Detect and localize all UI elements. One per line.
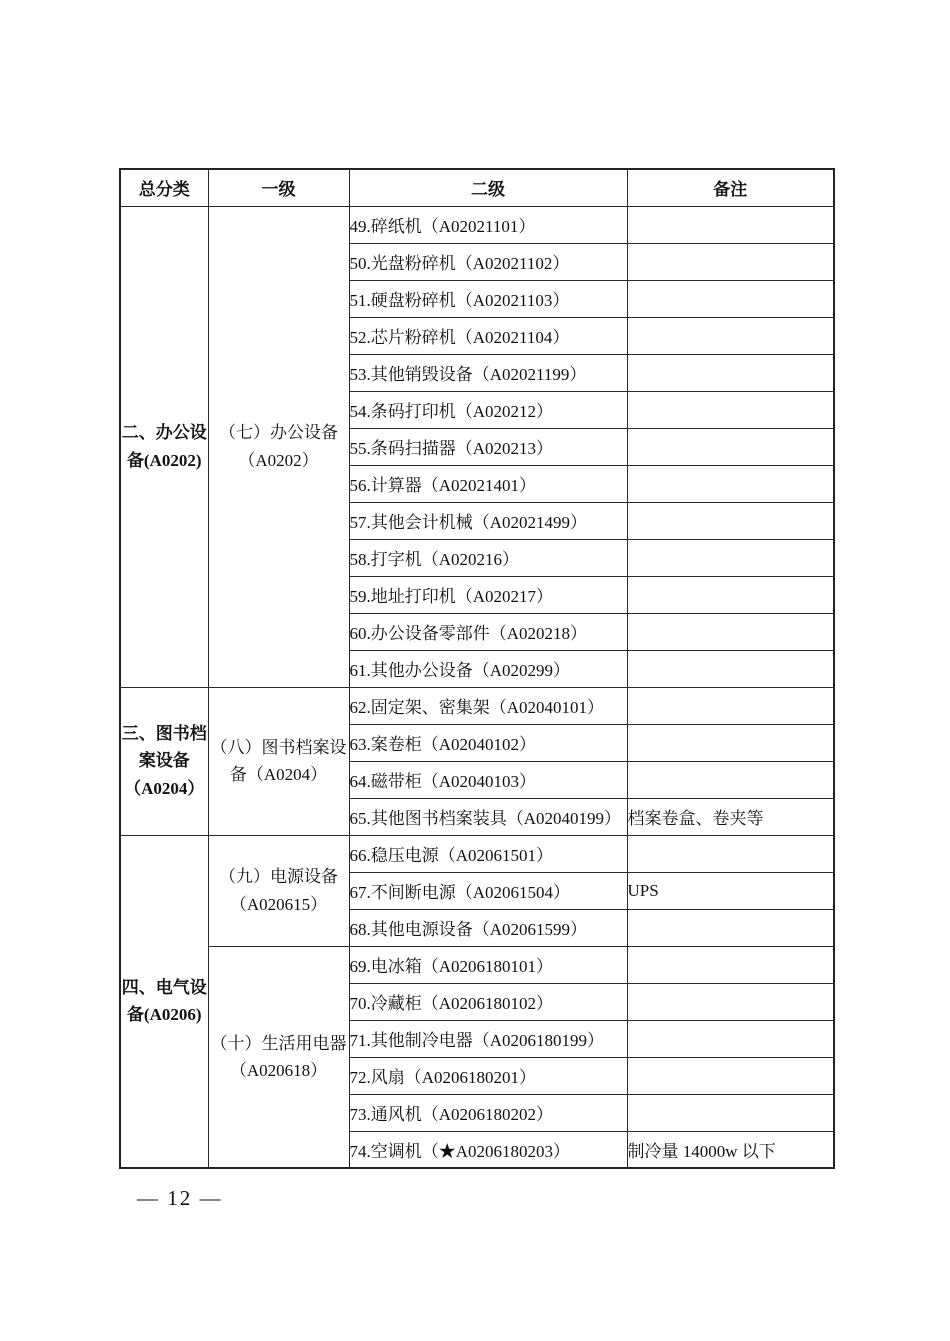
item-cell: 61.其他办公设备（A020299） [349, 650, 627, 687]
item-cell: 74.空调机（★A0206180203） [349, 1131, 627, 1168]
remark-cell [627, 206, 834, 243]
item-cell: 65.其他图书档案装具（A02040199） [349, 798, 627, 835]
item-cell: 70.冷藏柜（A0206180102） [349, 983, 627, 1020]
item-cell: 59.地址打印机（A020217） [349, 576, 627, 613]
item-cell: 66.稳压电源（A02061501） [349, 835, 627, 872]
page-number: — 12 — [137, 1186, 223, 1210]
item-cell: 58.打字机（A020216） [349, 539, 627, 576]
remark-cell [627, 243, 834, 280]
remark-cell [627, 1057, 834, 1094]
remark-cell [627, 1094, 834, 1131]
remark-cell [627, 465, 834, 502]
table-row [120, 835, 834, 872]
remark-cell [627, 909, 834, 946]
remark-cell [627, 354, 834, 391]
item-cell: 62.固定架、密集架（A02040101） [349, 687, 627, 724]
category-cell-library-archive-equipment: 三、图书档案设备（A0204） [120, 687, 208, 835]
category-cell-electrical-equipment: 四、电气设备(A0206) [120, 835, 208, 1168]
remark-cell [627, 502, 834, 539]
item-cell: 53.其他销毁设备（A02021199） [349, 354, 627, 391]
category-cell-office-equipment: 二、办公设备(A0202) [120, 206, 208, 687]
item-cell: 57.其他会计机械（A02021499） [349, 502, 627, 539]
column-header-level2: 二级 [349, 169, 627, 206]
column-header-general-category: 总分类 [120, 169, 208, 206]
item-cell: 64.磁带柜（A02040103） [349, 761, 627, 798]
item-cell: 60.办公设备零部件（A020218） [349, 613, 627, 650]
item-cell: 67.不间断电源（A02061504） [349, 872, 627, 909]
remark-cell [627, 650, 834, 687]
item-cell: 55.条码扫描器（A020213） [349, 428, 627, 465]
item-cell: 72.风扇（A0206180201） [349, 1057, 627, 1094]
table-row [120, 206, 834, 243]
remark-cell [627, 613, 834, 650]
remark-cell [627, 946, 834, 983]
remark-cell: 档案卷盒、卷夹等 [627, 798, 834, 835]
remark-cell: UPS [627, 872, 834, 909]
remark-cell: 制冷量 14000w 以下 [627, 1131, 834, 1168]
remark-cell [627, 280, 834, 317]
item-cell: 50.光盘粉碎机（A02021102） [349, 243, 627, 280]
remark-cell [627, 983, 834, 1020]
remark-cell [627, 1020, 834, 1057]
item-cell: 68.其他电源设备（A02061599） [349, 909, 627, 946]
remark-cell [627, 687, 834, 724]
remark-cell [627, 539, 834, 576]
item-cell: 49.碎纸机（A02021101） [349, 206, 627, 243]
remark-cell [627, 724, 834, 761]
remark-cell [627, 428, 834, 465]
remark-cell [627, 391, 834, 428]
item-cell: 52.芯片粉碎机（A02021104） [349, 317, 627, 354]
level1-cell-power-supply-equipment: （九）电源设备（A020615） [208, 835, 349, 946]
classification-table [119, 168, 835, 1169]
item-cell: 73.通风机（A0206180202） [349, 1094, 627, 1131]
table-row [120, 946, 834, 983]
item-cell: 63.案卷柜（A02040102） [349, 724, 627, 761]
remark-cell [627, 761, 834, 798]
remark-cell [627, 317, 834, 354]
header-row [120, 169, 834, 206]
level1-cell-household-appliances: （十）生活用电器（A020618） [208, 946, 349, 1168]
level1-cell-office-equipment: （七）办公设备（A0202） [208, 206, 349, 687]
item-cell: 71.其他制冷电器（A0206180199） [349, 1020, 627, 1057]
item-cell: 56.计算器（A02021401） [349, 465, 627, 502]
table-row [120, 687, 834, 724]
item-cell: 51.硬盘粉碎机（A02021103） [349, 280, 627, 317]
remark-cell [627, 835, 834, 872]
remark-cell [627, 576, 834, 613]
item-cell: 69.电冰箱（A0206180101） [349, 946, 627, 983]
level1-cell-library-archive-equipment: （八）图书档案设备（A0204） [208, 687, 349, 835]
column-header-level1: 一级 [208, 169, 349, 206]
item-cell: 54.条码打印机（A020212） [349, 391, 627, 428]
column-header-remark: 备注 [627, 169, 834, 206]
